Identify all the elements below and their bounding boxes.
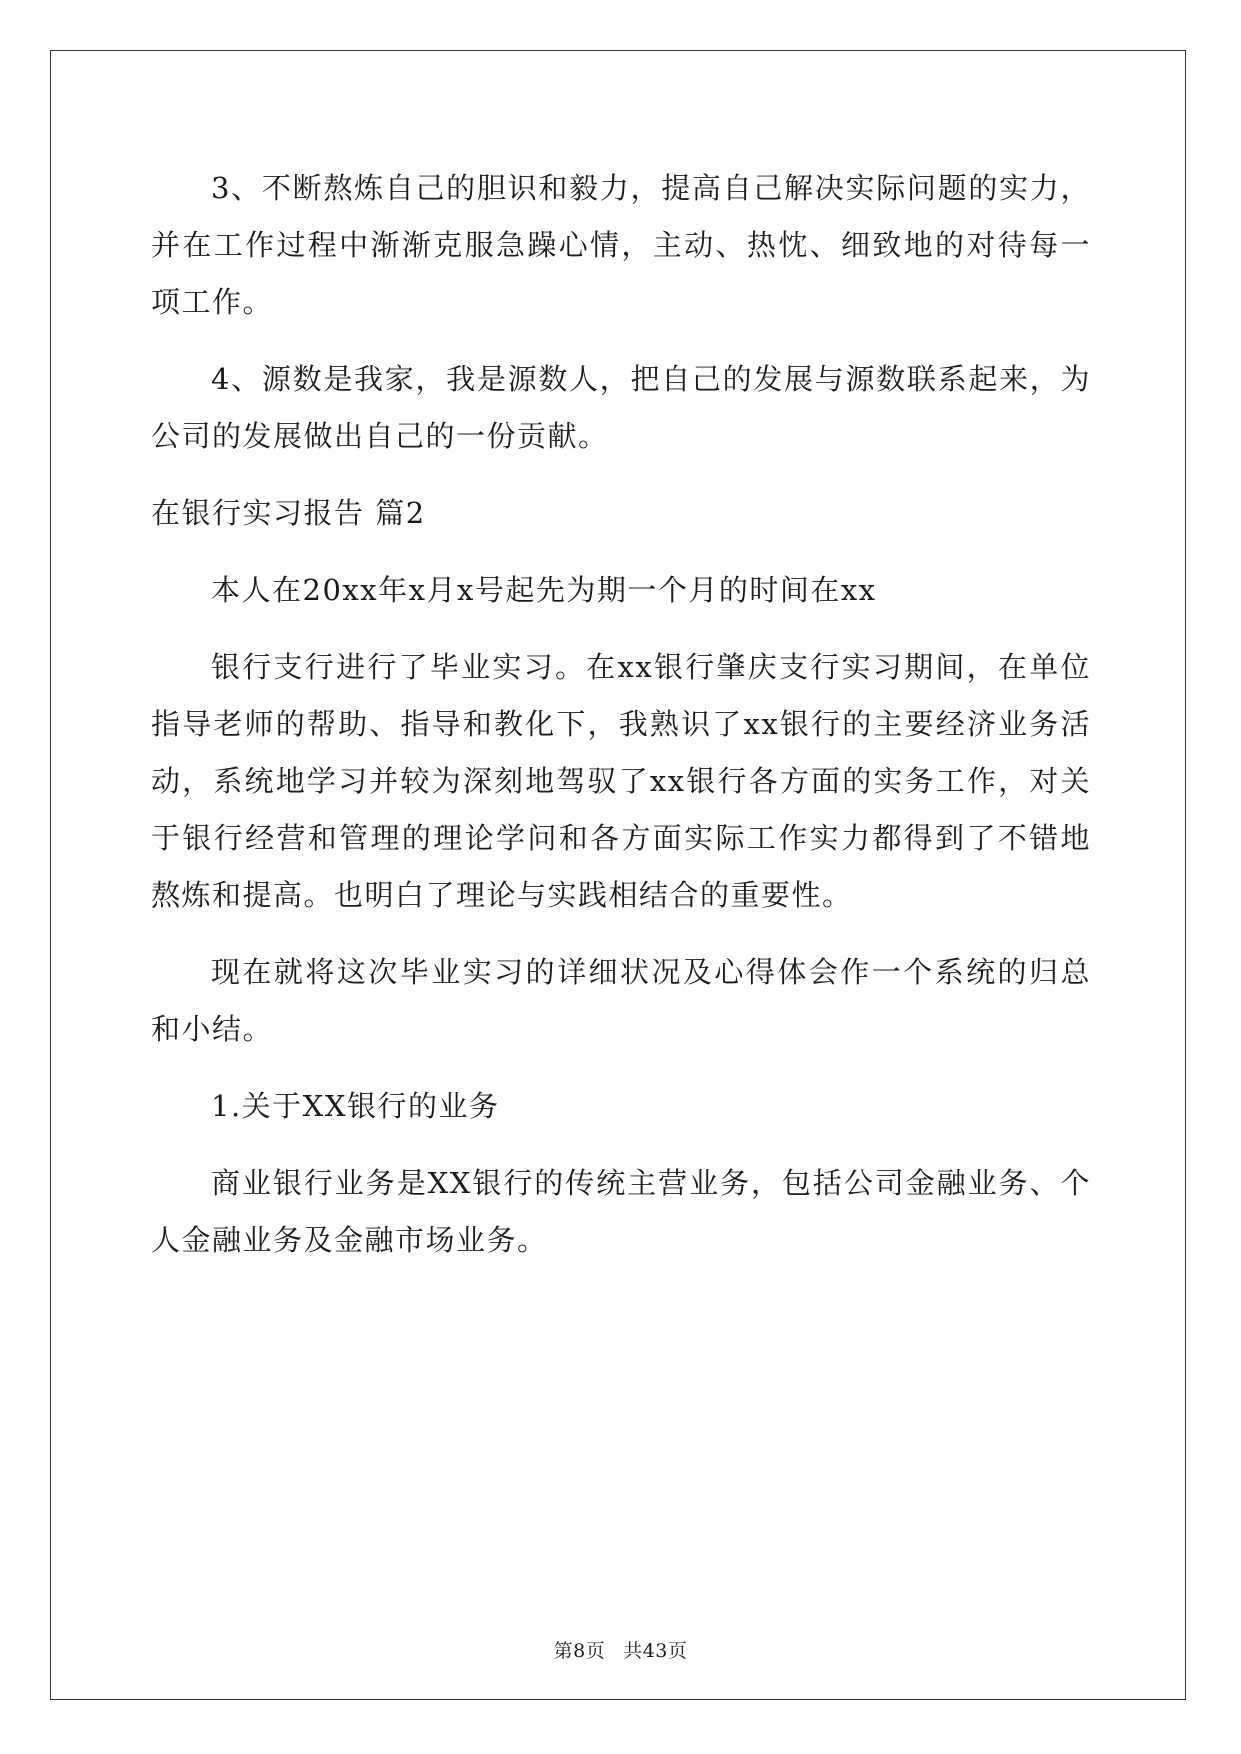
page-number: 第8页: [553, 1640, 606, 1662]
subheading-business: 1.关于XX银行的业务: [211, 1089, 500, 1123]
paragraph-item-4: 4、源数是我家，我是源数人，把自己的发展与源数联系起来，为公司的发展做出自己的一份贡献。: [151, 362, 1091, 453]
document-body: [151, 160, 1091, 1289]
paragraph-internship: 银行支行进行了毕业实习。在xx银行肇庆支行实习期间，在单位指导老师的帮助、指导和教化下，我熟识了xx银行的主要经济业务活动，系统地学习并较为深刻地驾驭了xx银行各方面的实务工作，对关于银行经营和管理的理论学问和各方面实际工作实力都得到了不错地熬炼和提高。也明白了理论与实践相结合的重要性。: [151, 650, 1091, 912]
paragraph-intro: 本人在20xx年x月x号起先为期一个月的时间在xx: [211, 573, 877, 607]
paragraph-business: 商业银行业务是XX银行的传统主营业务，包括公司金融业务、个人金融业务及金融市场业务。: [151, 1166, 1091, 1257]
paragraph-item-3: 3、不断熬炼自己的胆识和毅力，提高自己解决实际问题的实力，并在工作过程中渐渐克服急躁心情，主动、热忱、细致地的对待每一项工作。: [151, 171, 1091, 319]
paragraph-summary: 现在就将这次毕业实习的详细状况及心得体会作一个系统的归总和小结。: [151, 955, 1091, 1046]
section-heading: 在银行实习报告 篇2: [151, 496, 426, 530]
page-footer: [0, 1636, 1241, 1663]
page-total: 共43页: [623, 1640, 688, 1662]
